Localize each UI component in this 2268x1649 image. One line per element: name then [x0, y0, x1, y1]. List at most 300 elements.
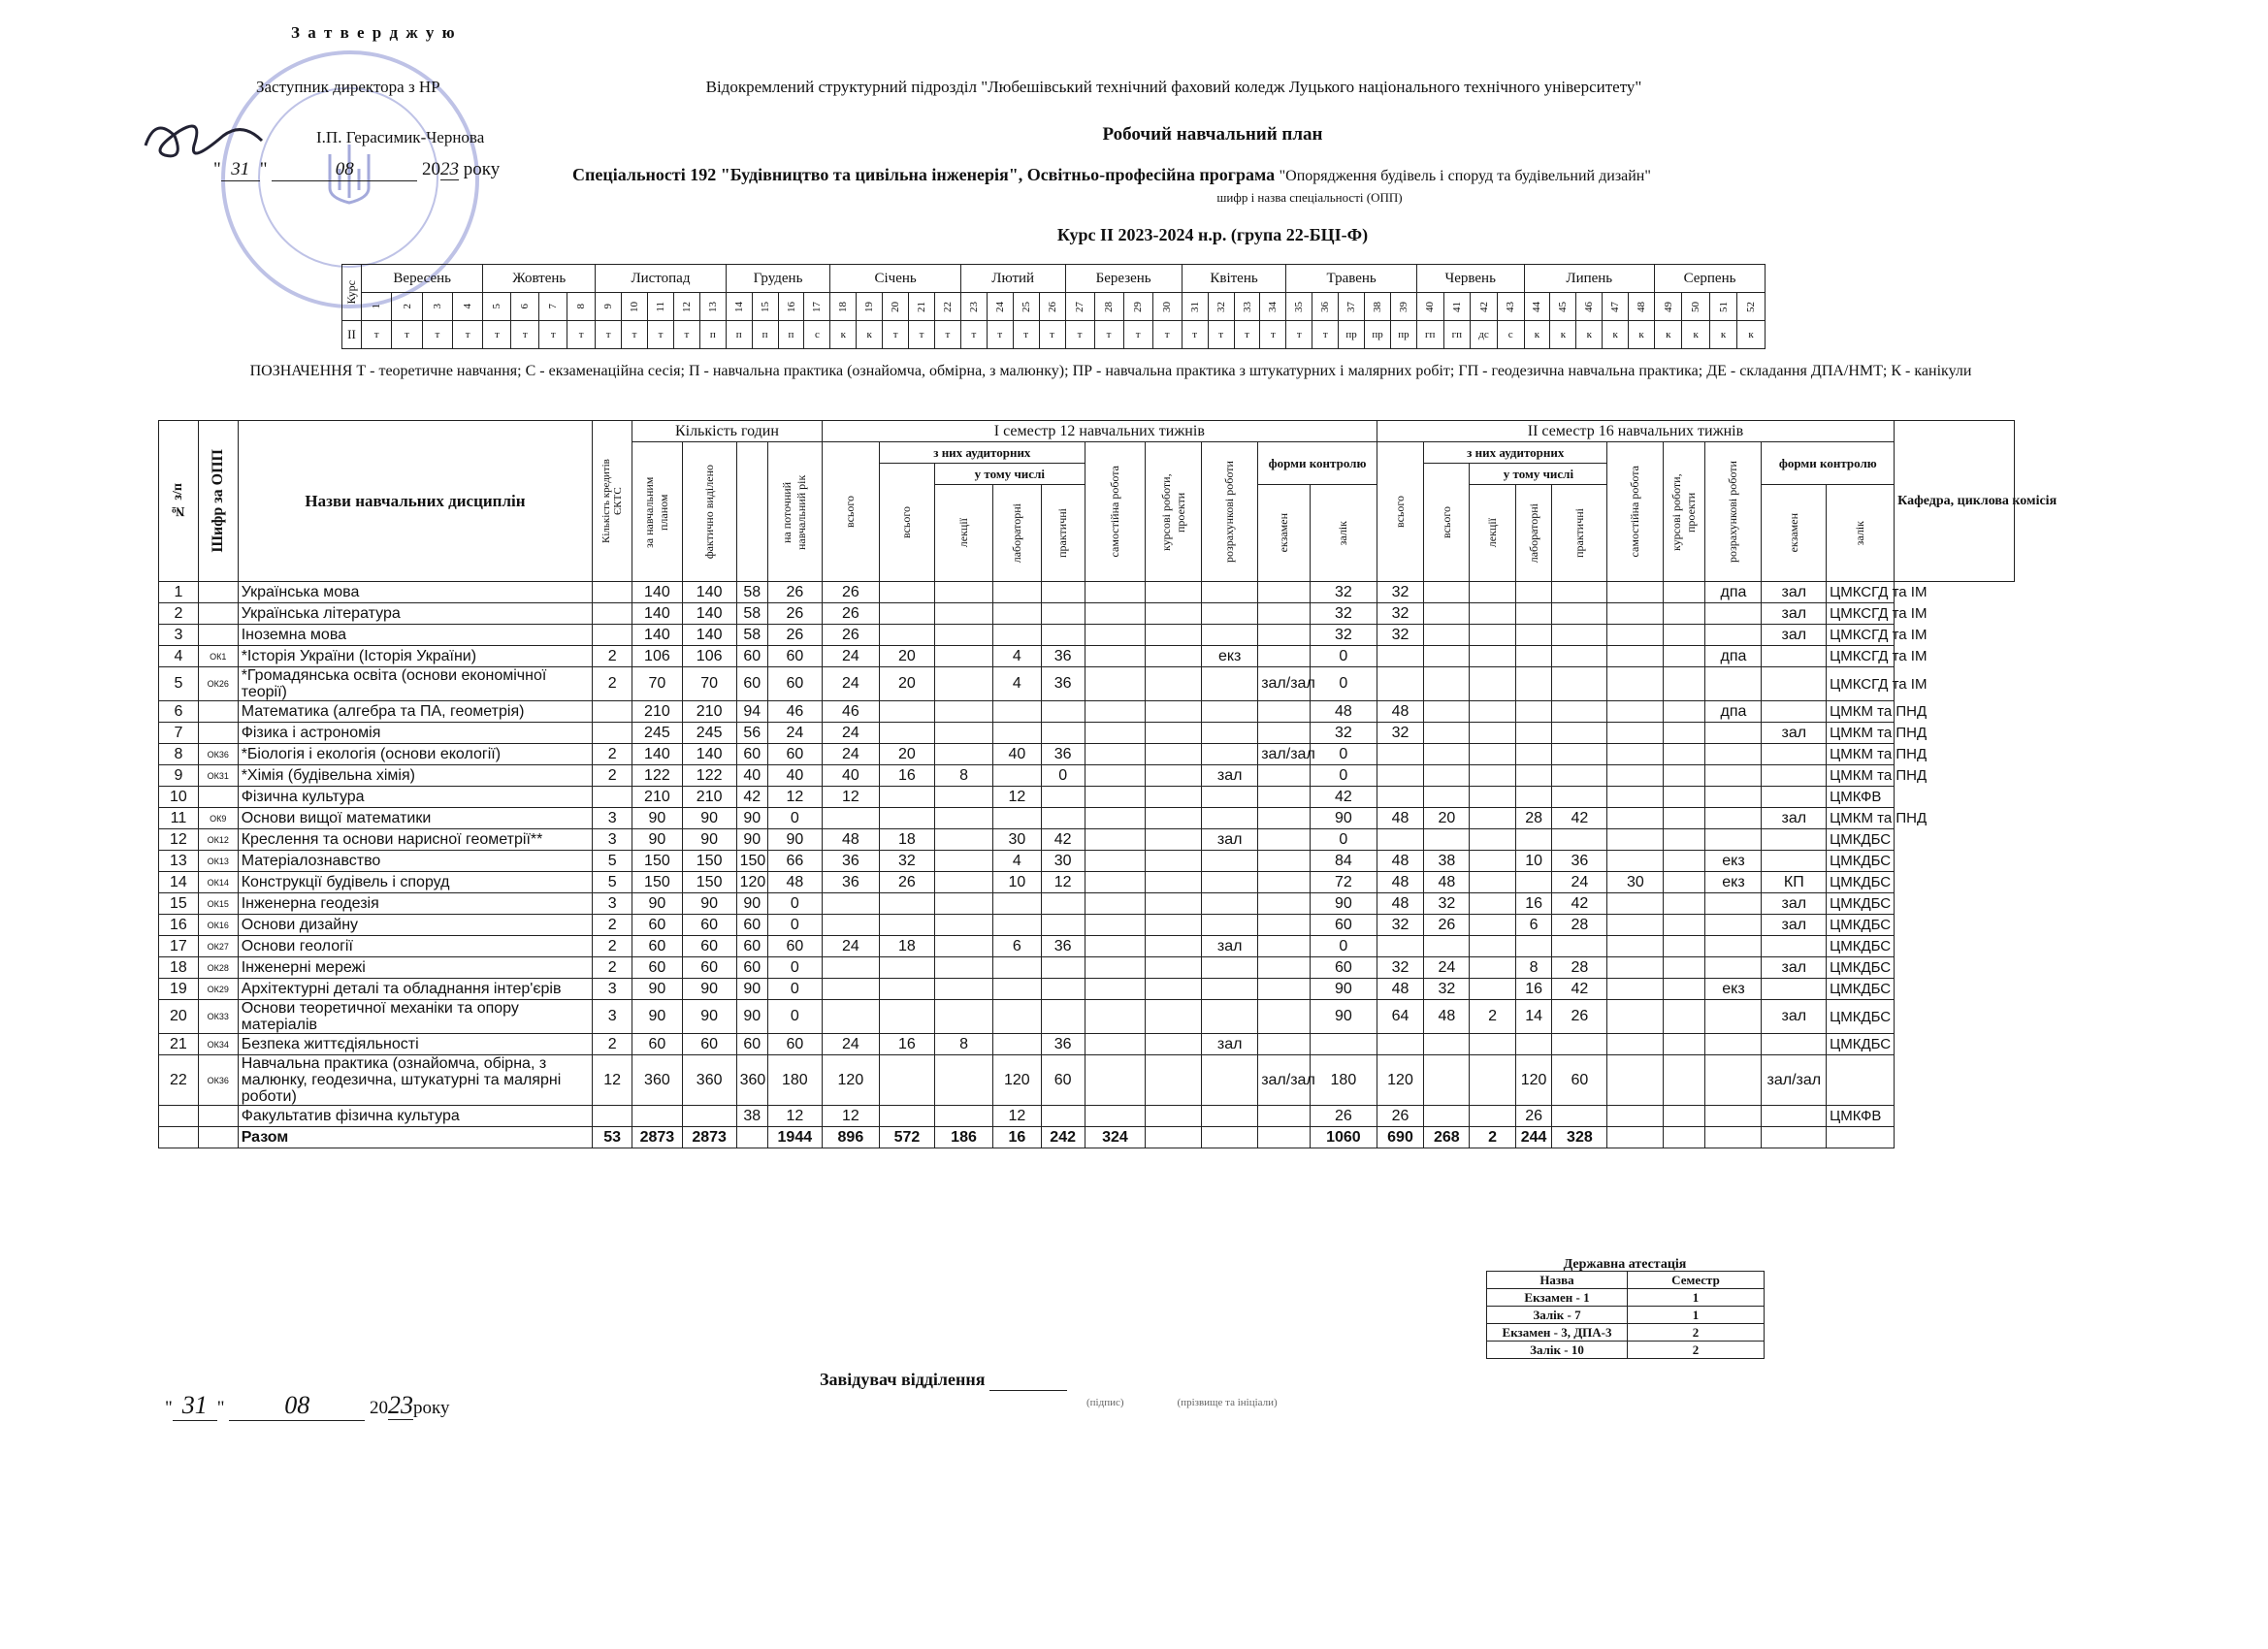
row-num: 14: [159, 872, 199, 893]
row-cell: 2: [593, 667, 632, 701]
schedule-week-number: 15: [752, 293, 778, 321]
row-code: ОК29: [198, 979, 238, 1000]
row-cell: [1515, 646, 1552, 667]
col-code: Шифр за ОПП: [198, 421, 238, 582]
schedule-code: т: [1286, 321, 1312, 349]
row-cell: [1202, 1127, 1258, 1148]
row-cell: 3: [593, 808, 632, 829]
row-code: ОК36: [198, 1055, 238, 1106]
row-cell: [1705, 765, 1762, 787]
row-cell: 32: [1377, 723, 1423, 744]
table-row: [159, 701, 2015, 723]
row-cell: [1202, 1000, 1258, 1034]
approval-name: І.П. Герасимик-Чернова: [316, 128, 485, 146]
row-cell: 32: [1310, 603, 1377, 625]
row-dept: ЦМКМ та ПНД: [1827, 765, 1895, 787]
row-cell: зал/зал: [1258, 667, 1311, 701]
row-cell: 24: [822, 936, 879, 957]
row-cell: [1146, 787, 1202, 808]
attestation-title: Державна атестація: [1563, 1257, 1687, 1272]
row-cell: 28: [1552, 915, 1607, 936]
row-dept: [1827, 1055, 1895, 1106]
row-cell: [1664, 1034, 1705, 1055]
schedule-code: п: [752, 321, 778, 349]
row-cell: [1258, 851, 1311, 872]
row-cell: 26: [767, 603, 822, 625]
schedule-week-number: 41: [1443, 293, 1471, 321]
row-cell: [879, 1000, 934, 1034]
table-row: [159, 893, 2015, 915]
row-cell: [1146, 808, 1202, 829]
row-cell: 122: [632, 765, 683, 787]
schedule-week-number: 30: [1152, 293, 1182, 321]
row-cell: [1258, 603, 1311, 625]
row-cell: [1664, 667, 1705, 701]
row-cell: [934, 1055, 992, 1106]
row-cell: [1085, 625, 1145, 646]
row-cell: [1258, 1000, 1311, 1034]
row-num: 22: [159, 1055, 199, 1106]
row-cell: [1377, 787, 1423, 808]
table-row: [159, 667, 2015, 701]
approval-position: Заступник директора з НР: [256, 78, 440, 96]
row-cell: зал: [1762, 723, 1827, 744]
schedule-week-number: 23: [960, 293, 987, 321]
schedule-code: к: [1709, 321, 1736, 349]
schedule-week-number: 38: [1365, 293, 1391, 321]
row-cell: [1705, 625, 1762, 646]
row-cell: 12: [1041, 872, 1085, 893]
row-cell: [934, 744, 992, 765]
row-cell: 0: [1041, 765, 1085, 787]
row-cell: [1664, 1106, 1705, 1127]
schedule-code: т: [1094, 321, 1123, 349]
row-cell: [1470, 667, 1515, 701]
row-cell: [934, 915, 992, 936]
schedule-month: Вересень: [362, 265, 483, 293]
row-cell: [1470, 829, 1515, 851]
row-cell: 90: [632, 829, 683, 851]
row-dept: ЦМКСГД та ІМ: [1827, 667, 1895, 701]
row-cell: [1424, 582, 1470, 603]
row-cell: [1470, 1034, 1515, 1055]
attestation-row: [1487, 1342, 1765, 1359]
schedule-week-number: 13: [699, 293, 726, 321]
row-cell: [1041, 723, 1085, 744]
row-cell: 24: [767, 723, 822, 744]
row-num: 9: [159, 765, 199, 787]
approval-day: 31: [221, 159, 260, 181]
row-cell: 72: [1310, 872, 1377, 893]
row-cell: [1146, 646, 1202, 667]
col-current-year: на поточний навчальний рік: [767, 442, 822, 582]
row-cell: [1258, 957, 1311, 979]
row-cell: 245: [632, 723, 683, 744]
row-code: ОК13: [198, 851, 238, 872]
row-cell: [1258, 915, 1311, 936]
table-row: [159, 582, 2015, 603]
schedule-week-number: 52: [1737, 293, 1766, 321]
schedule-code: п: [726, 321, 752, 349]
row-cell: 42: [1552, 808, 1607, 829]
schedule-month: Січень: [830, 265, 961, 293]
row-cell: 48: [1424, 872, 1470, 893]
schedule-week-number: 49: [1655, 293, 1682, 321]
institution-name: Відокремлений структурний підрозділ "Любешівський технічний фаховий коледж Луцького національного технічного університету": [705, 78, 1642, 96]
schedule-code: к: [1737, 321, 1766, 349]
row-cell: 32: [1424, 979, 1470, 1000]
row-num: 4: [159, 646, 199, 667]
row-cell: [822, 979, 879, 1000]
row-cell: 90: [1310, 893, 1377, 915]
row-dept: ЦМКДБС: [1827, 936, 1895, 957]
row-cell: 0: [767, 1000, 822, 1034]
row-cell: 120: [822, 1055, 879, 1106]
row-cell: 60: [767, 1034, 822, 1055]
row-cell: [934, 872, 992, 893]
row-cell: 42: [1041, 829, 1085, 851]
schedule-week-row: [342, 293, 1766, 321]
row-cell: [993, 723, 1041, 744]
schedule-week-number: 44: [1524, 293, 1550, 321]
row-cell: [1377, 1034, 1423, 1055]
row-cell: [1515, 723, 1552, 744]
schedule-week-number: 31: [1182, 293, 1208, 321]
row-cell: [1202, 701, 1258, 723]
schedule-week-number: 42: [1471, 293, 1498, 321]
row-cell: [879, 723, 934, 744]
row-cell: 42: [1310, 787, 1377, 808]
row-cell: 120: [1377, 1055, 1423, 1106]
row-cell: [1470, 744, 1515, 765]
col-hours-group: Кількість годин: [632, 421, 823, 442]
row-cell: [1515, 765, 1552, 787]
row-cell: 60: [632, 936, 683, 957]
col-sem1: І семестр 12 навчальних тижнів: [822, 421, 1377, 442]
row-cell: [1377, 765, 1423, 787]
row-cell: зал/зал: [1258, 744, 1311, 765]
schedule-week-number: 28: [1094, 293, 1123, 321]
row-cell: [879, 808, 934, 829]
row-cell: [1762, 936, 1827, 957]
row-cell: 2: [593, 915, 632, 936]
row-cell: 106: [632, 646, 683, 667]
row-cell: 70: [682, 667, 736, 701]
col-s2-credit: залік: [1827, 485, 1895, 582]
row-code: [198, 1106, 238, 1127]
schedule-code: т: [648, 321, 674, 349]
schedule-code: т: [483, 321, 511, 349]
row-cell: 26: [822, 625, 879, 646]
row-cell: [1377, 667, 1423, 701]
row-cell: 140: [632, 603, 683, 625]
row-cell: [1258, 723, 1311, 744]
col-s1-aud-group: з них аудиторних: [879, 442, 1085, 464]
schedule-week-number: 3: [422, 293, 452, 321]
row-cell: 66: [767, 851, 822, 872]
schedule-week-number: 25: [1013, 293, 1039, 321]
row-cell: [1552, 667, 1607, 701]
row-cell: 90: [682, 808, 736, 829]
row-cell: 60: [736, 667, 767, 701]
row-cell: 2: [593, 957, 632, 979]
row-cell: [1762, 646, 1827, 667]
row-cell: 122: [682, 765, 736, 787]
table-row: [159, 979, 2015, 1000]
row-cell: 120: [736, 872, 767, 893]
row-cell: [1705, 1127, 1762, 1148]
row-cell: [1470, 701, 1515, 723]
row-cell: зал: [1762, 808, 1827, 829]
row-cell: [1085, 667, 1145, 701]
row-cell: 3: [593, 829, 632, 851]
schedule-code: гп: [1443, 321, 1471, 349]
row-cell: 36: [1041, 646, 1085, 667]
row-num: 10: [159, 787, 199, 808]
row-cell: [1258, 625, 1311, 646]
row-cell: 90: [632, 1000, 683, 1034]
row-cell: 16: [879, 1034, 934, 1055]
row-cell: 10: [993, 872, 1041, 893]
schedule-code: т: [1152, 321, 1182, 349]
row-cell: [1202, 1055, 1258, 1106]
row-cell: 26: [767, 582, 822, 603]
row-cell: [1607, 1127, 1664, 1148]
row-cell: 32: [1377, 603, 1423, 625]
row-cell: 210: [632, 701, 683, 723]
row-cell: 90: [736, 808, 767, 829]
row-cell: 2: [593, 936, 632, 957]
row-cell: [1310, 1034, 1377, 1055]
row-cell: 1060: [1310, 1127, 1377, 1148]
schedule-month: Червень: [1416, 265, 1524, 293]
row-cell: [1664, 1127, 1705, 1148]
schedule-month: Серпень: [1655, 265, 1766, 293]
table-row: [159, 765, 2015, 787]
schedule-week-number: 10: [622, 293, 648, 321]
schedule-code: т: [1013, 321, 1039, 349]
row-cell: 56: [736, 723, 767, 744]
row-cell: 32: [1377, 625, 1423, 646]
row-cell: 26: [1310, 1106, 1377, 1127]
row-cell: [1762, 701, 1827, 723]
row-cell: 90: [736, 829, 767, 851]
attestation-row: [1487, 1307, 1765, 1324]
table-row: [159, 829, 2015, 851]
row-cell: [1552, 723, 1607, 744]
row-cell: 324: [1085, 1127, 1145, 1148]
row-cell: [879, 957, 934, 979]
schedule-week-number: 48: [1629, 293, 1655, 321]
row-cell: [993, 957, 1041, 979]
row-cell: КП: [1762, 872, 1827, 893]
row-cell: [1202, 979, 1258, 1000]
row-cell: 60: [1310, 915, 1377, 936]
row-cell: [1146, 851, 1202, 872]
schedule-code: пр: [1365, 321, 1391, 349]
row-cell: 18: [879, 936, 934, 957]
approval-month: 08: [272, 159, 417, 181]
row-dept: ЦМКДБС: [1827, 851, 1895, 872]
row-num: [159, 1106, 199, 1127]
row-cell: [1258, 1127, 1311, 1148]
row-cell: [1085, 829, 1145, 851]
footer-date: " 31 " 08 2023року: [165, 1391, 450, 1419]
row-cell: 6: [1515, 915, 1552, 936]
row-cell: [1041, 979, 1085, 1000]
row-name: *Громадянська освіта (основи економічної теорії): [238, 667, 593, 701]
schedule-code: т: [960, 321, 987, 349]
row-cell: [1552, 646, 1607, 667]
col-s1-exam: екзамен: [1258, 485, 1311, 582]
row-cell: [1202, 625, 1258, 646]
row-cell: [632, 1106, 683, 1127]
row-cell: [1664, 851, 1705, 872]
row-cell: 90: [632, 979, 683, 1000]
row-cell: 24: [822, 744, 879, 765]
row-cell: [1085, 744, 1145, 765]
row-cell: [1515, 625, 1552, 646]
row-cell: 150: [736, 851, 767, 872]
row-name: Конструкції будівель і споруд: [238, 872, 593, 893]
row-cell: [1552, 625, 1607, 646]
schedule-week-number: 9: [596, 293, 622, 321]
row-cell: 328: [1552, 1127, 1607, 1148]
table-row: [159, 808, 2015, 829]
row-cell: 60: [736, 1034, 767, 1055]
schedule-week-number: 36: [1312, 293, 1339, 321]
row-cell: [1085, 936, 1145, 957]
row-cell: [822, 1000, 879, 1034]
row-cell: [934, 979, 992, 1000]
row-cell: 60: [736, 936, 767, 957]
row-num: 18: [159, 957, 199, 979]
schedule-week-number: 4: [453, 293, 483, 321]
row-code: ОК36: [198, 744, 238, 765]
row-cell: 90: [767, 829, 822, 851]
table-row: [159, 1034, 2015, 1055]
table-row: [159, 787, 2015, 808]
row-cell: 26: [822, 603, 879, 625]
schedule-code: т: [987, 321, 1013, 349]
schedule-week-number: 39: [1390, 293, 1416, 321]
row-cell: [1664, 787, 1705, 808]
schedule-code: т: [422, 321, 452, 349]
row-cell: [1377, 646, 1423, 667]
row-name: Креслення та основи нарисної геометрії**: [238, 829, 593, 851]
row-cell: 140: [632, 582, 683, 603]
schedule-month: Березень: [1065, 265, 1182, 293]
col-s2-practical: практичні: [1552, 485, 1607, 582]
schedule-week-number: 19: [857, 293, 883, 321]
row-cell: 42: [736, 787, 767, 808]
row-cell: 360: [682, 1055, 736, 1106]
row-cell: 140: [632, 625, 683, 646]
row-name: Математика (алгебра та ПА, геометрія): [238, 701, 593, 723]
row-cell: 46: [767, 701, 822, 723]
schedule-week-number: 14: [726, 293, 752, 321]
row-num: 7: [159, 723, 199, 744]
schedule-week-number: 29: [1123, 293, 1152, 321]
row-cell: [1552, 765, 1607, 787]
row-cell: [1202, 603, 1258, 625]
table-row: [159, 957, 2015, 979]
row-cell: [1664, 979, 1705, 1000]
row-cell: [1470, 603, 1515, 625]
col-s2-exam: екзамен: [1762, 485, 1827, 582]
row-cell: 20: [1424, 808, 1470, 829]
col-s1-aud-total: всього: [879, 464, 934, 582]
row-cell: [1085, 603, 1145, 625]
row-cell: [1424, 646, 1470, 667]
row-cell: 2: [593, 646, 632, 667]
row-num: 16: [159, 915, 199, 936]
row-cell: 268: [1424, 1127, 1470, 1148]
row-cell: [1202, 667, 1258, 701]
schedule-week-number: 34: [1260, 293, 1286, 321]
row-cell: [1762, 979, 1827, 1000]
row-cell: 18: [879, 829, 934, 851]
row-cell: 8: [1515, 957, 1552, 979]
row-cell: 38: [736, 1106, 767, 1127]
row-cell: [879, 582, 934, 603]
row-cell: 12: [767, 787, 822, 808]
row-cell: [1146, 582, 1202, 603]
schedule-week-number: 37: [1339, 293, 1365, 321]
row-cell: 24: [822, 667, 879, 701]
row-cell: [1041, 1000, 1085, 1034]
schedule-code: т: [511, 321, 539, 349]
schedule-code: к: [1682, 321, 1709, 349]
schedule-code: дс: [1471, 321, 1498, 349]
row-code: ОК1: [198, 646, 238, 667]
schedule-code: т: [453, 321, 483, 349]
row-code: ОК31: [198, 765, 238, 787]
row-cell: 2: [593, 1034, 632, 1055]
row-code: ОК12: [198, 829, 238, 851]
row-cell: 20: [879, 646, 934, 667]
row-cell: екз: [1705, 872, 1762, 893]
row-cell: 48: [1424, 1000, 1470, 1034]
row-cell: [1607, 829, 1664, 851]
col-s2-control: форми контролю: [1762, 442, 1895, 485]
row-cell: [1258, 1034, 1311, 1055]
row-num: 3: [159, 625, 199, 646]
row-cell: 36: [822, 872, 879, 893]
row-cell: [1202, 957, 1258, 979]
row-cell: 48: [822, 829, 879, 851]
col-num: № з/п: [159, 421, 199, 582]
row-num: 17: [159, 936, 199, 957]
row-cell: [1202, 723, 1258, 744]
row-cell: [1470, 1106, 1515, 1127]
row-cell: [1607, 851, 1664, 872]
schedule-course-value: ІІ: [342, 321, 362, 349]
row-cell: 84: [1310, 851, 1377, 872]
footer-month: 08: [229, 1391, 365, 1421]
row-cell: [1146, 893, 1202, 915]
row-cell: 40: [767, 765, 822, 787]
schedule-code: с: [1497, 321, 1524, 349]
row-cell: 150: [682, 851, 736, 872]
row-code: [198, 723, 238, 744]
row-cell: [1424, 744, 1470, 765]
attestation-semester: 1: [1628, 1289, 1765, 1307]
row-cell: [1041, 957, 1085, 979]
row-cell: 210: [682, 701, 736, 723]
row-cell: зал: [1762, 957, 1827, 979]
row-code: [198, 582, 238, 603]
